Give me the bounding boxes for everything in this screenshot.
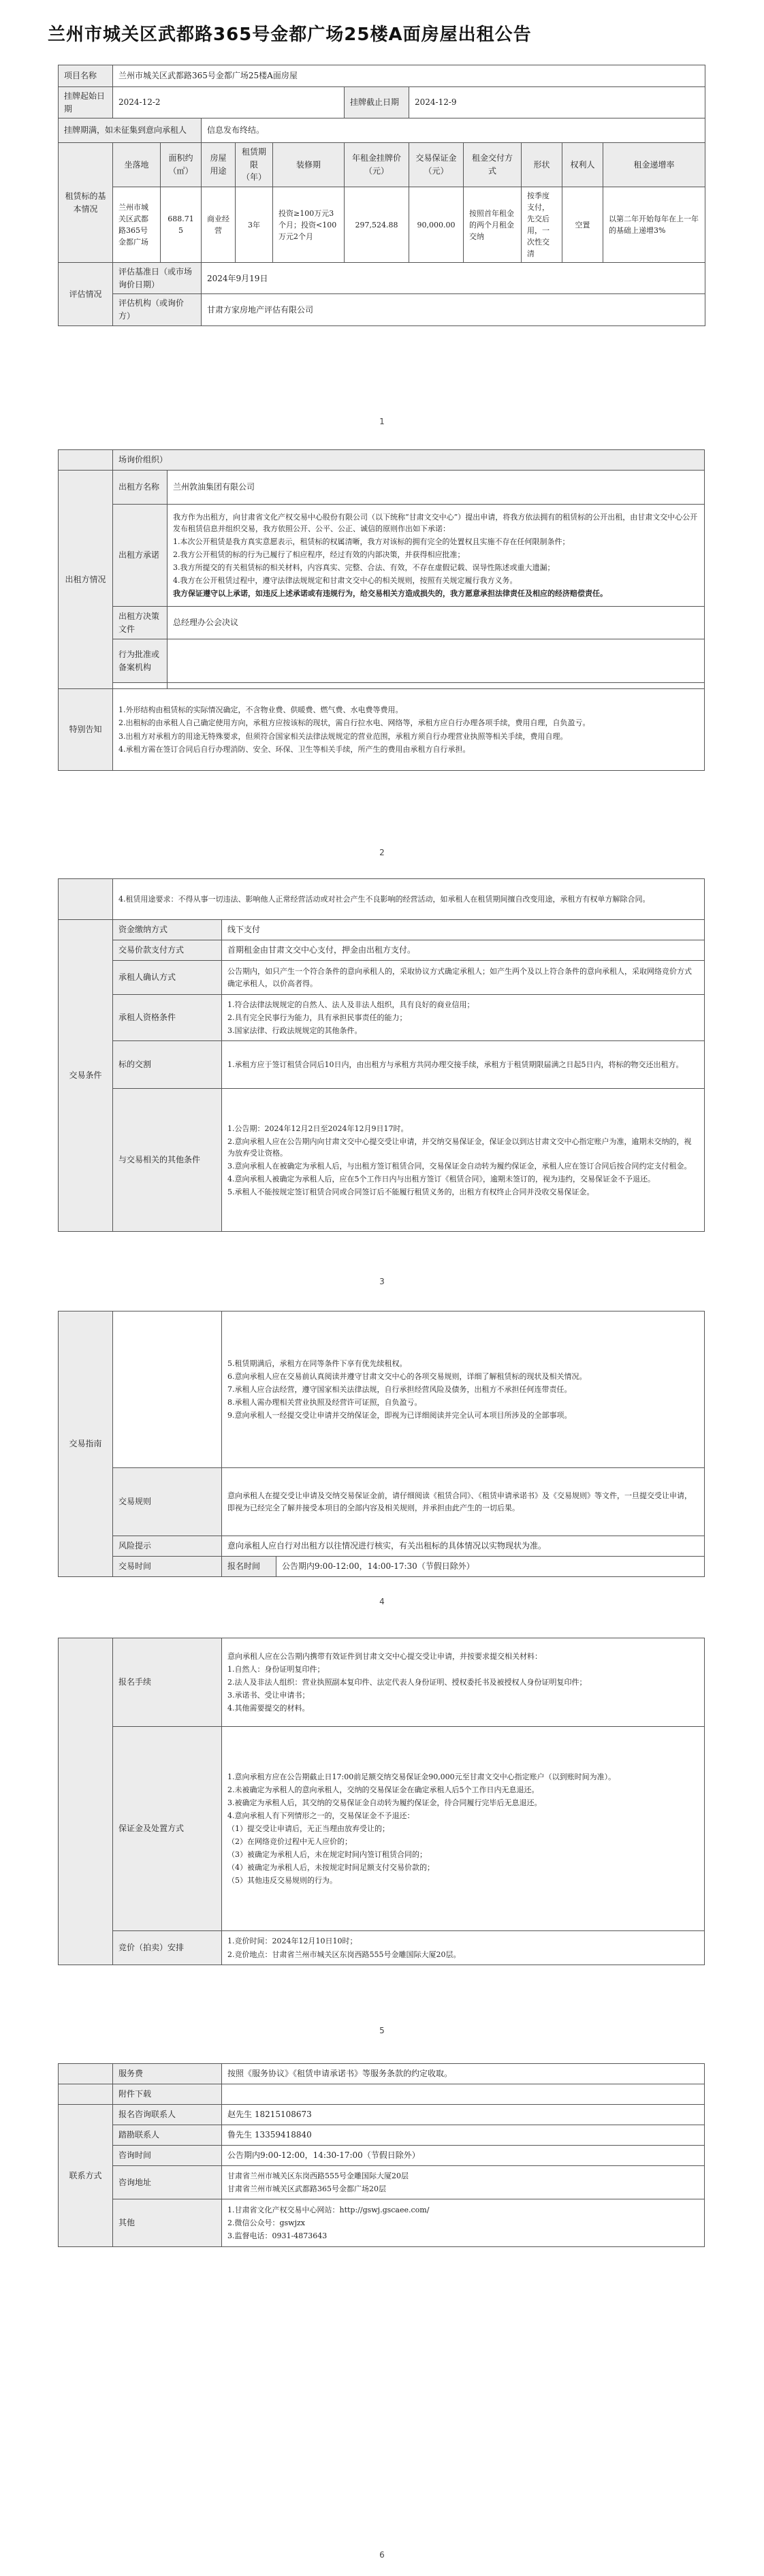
tips: 意向承租人应自行对出租方以往情况进行核实，有关出租标的具体情况以实物现状为准。: [222, 1536, 705, 1557]
basic-label: 租赁标的基本情况: [59, 143, 113, 263]
eval-label: 评估情况: [59, 263, 113, 325]
deliver-label: 标的交割: [113, 1041, 222, 1089]
eval-date: 2024年9月19日: [202, 263, 705, 294]
page-number: 6: [379, 2550, 385, 2560]
r1-label: 报名咨询联系人: [113, 2105, 222, 2125]
qual: 1.符合法律法规规定的自然人、法人及非法人组织，具有良好的商业信用； 2.具有完全民事行为能力，具有承担民事责任的能力； 3.国家法律、行政法规规定的其他条件。: [222, 995, 705, 1041]
r3: 公告期内9:00-12:00，14:30-17:00（节假日除外）: [222, 2146, 705, 2166]
bid: 1.竞价时间：2024年12月10日10时； 2.竞价地点：甘肃省兰州市城关区东岗西路555号金雕国际大厦20层。: [222, 1931, 705, 1965]
eval-method-label: 承租人确认方式: [113, 961, 222, 995]
page-6: [58, 2063, 705, 2247]
cell: 兰州市城关区武都路365号金都广场: [113, 187, 161, 262]
time-label: 交易时间: [113, 1557, 222, 1577]
time-sub: 报名时间: [222, 1557, 276, 1577]
cond-label: 交易条件: [59, 920, 113, 1232]
col-header: 装修期: [273, 143, 345, 187]
svc-label: 服务费: [113, 2064, 222, 2084]
col-header: 租金递增率: [603, 143, 705, 187]
col-header: 形状: [522, 143, 562, 187]
cell: 投资≥100万元3个月；投资<100万元2个月: [273, 187, 345, 262]
deposit-label: 保证金及处置方式: [113, 1727, 222, 1931]
type: 首期租金由甘肃文交中心支付，押金由出租方支付。: [222, 940, 705, 961]
col-header: 坐落地: [113, 143, 161, 187]
approval: [168, 639, 705, 683]
method-label: 场询价组织）: [113, 450, 705, 471]
contact-label: 联系方式: [59, 2105, 113, 2247]
cell: 688.715: [161, 187, 202, 262]
col-header: 租赁期限（年）: [236, 143, 273, 187]
qual-label: 承租人资格条件: [113, 995, 222, 1041]
page-number: 1: [379, 417, 385, 426]
end-date: 2024-12-9: [409, 87, 705, 118]
page-4: [58, 1311, 705, 1577]
r3-label: 咨询时间: [113, 2146, 222, 2166]
deposit: 1.意向承租方应在公告期截止日17:00前足额交纳交易保证金90,000元至甘肃文交中心指定账户（以到账时间为准）。 2.未被确定为承租人的意向承租人，交纳的交易保证金在确定承租人后5个工作日内无息退还。 3.被确定为承租人后，其交纳的交易保证金自动转为履约保证金，待合同履行完毕后无息退还。 4.意向承租人有下列情形之一的，交易保证金不予退还： （1）提交受让申请后，无正当理由放弃受让的； （2）在网络竞价过程中无人应价的； （3）被确定为承租人后，未在规定时间内签订租赁合同的； （4）被确定为承租人后，未按规定时间足额支付交易价款的； （5）其他违反交易规则的行为。: [222, 1727, 705, 1931]
project-name-label: 项目名称: [59, 65, 113, 87]
page-3: [58, 878, 705, 1232]
col-header: 年租金挂牌价（元）: [345, 143, 409, 187]
cell: 空置: [562, 187, 603, 262]
extend-text: 信息发布终结。: [202, 118, 705, 143]
tips-label: 风险提示: [113, 1536, 222, 1557]
rule-label: 交易规则: [113, 1468, 222, 1536]
cell: 商业经营: [202, 187, 236, 262]
col-header: 权利人: [562, 143, 603, 187]
col-header: 面积约（㎡）: [161, 143, 202, 187]
cell: 3年: [236, 187, 273, 262]
bid-label: 竞价（拍卖）安排: [113, 1931, 222, 1965]
page-number: 2: [379, 848, 385, 857]
r1: 赵先生 18215108673: [222, 2105, 705, 2125]
page-1: [58, 65, 705, 326]
decision-label: 出租方决策文件: [113, 607, 168, 639]
r5-label: 其他: [113, 2199, 222, 2247]
page-number: 4: [379, 1597, 385, 1606]
other: 1.公告期：2024年12月2日至2024年12月9日17时。 2.意向承租人应在公告期内向甘肃文交中心提交受让申请，并交纳交易保证金，保证金以到达甘肃文交中心指定账户为准，逾期未交纳的，视为放弃受让资格。 3.意向承租人在被确定为承租人后，与出租方签订租赁合同，交易保证金自动转为履约保证金，承租人应在签订合同后按合同约定支付租金。 4.意向承租人被确定为承租人后，应在5个工作日内与出租方签订《租赁合同》，逾期未签订的，视为违约，交易保证金不予退还。 5.承租人不能按规定签订租赁合同或合同签订后不能履行租赁义务的，出租方有权终止合同并没收交易保证金。: [222, 1089, 705, 1232]
r2-label: 踏勘联系人: [113, 2125, 222, 2146]
use-req: 4.租赁用途要求：不得从事一切违法、影响他人正常经营活动或对社会产生不良影响的经营活动，如承租人在租赁期间擅自改变用途，承租方有权单方解除合同。: [113, 879, 705, 920]
page-number: 3: [379, 1277, 385, 1286]
type-label: 交易价款支付方式: [113, 940, 222, 961]
col-header: 租金交付方式: [464, 143, 522, 187]
page-5: [58, 1638, 705, 1965]
cell: 以第二年开始每年在上一年的基础上递增3%: [603, 187, 705, 262]
other-label: 与交易相关的其他条件: [113, 1089, 222, 1232]
notes: 5.租赁期满后，承租方在同等条件下享有优先续租权。 6.意向承租人应在交易前认真阅读并遵守甘肃文交中心的各项交易规则，详细了解租赁标的现状及相关情况。 7.承租人应合法经营，遵守国家相关法律法规，自行承担经营风险及债务，出租方不承担任何连带责任。 8.承租人需办理相关营业执照及经营许可证照，自负盈亏。 9.意向承租人一经提交受让申请并交纳保证金，即视为已详细阅读并完全认可本项目所涉及的全部事项。: [222, 1311, 705, 1468]
special-text: 1.外形结构由租赁标的实际情况确定，不含物业费、供暖费、燃气费、水电费等费用。 2.出租标的由承租人自己确定使用方向，承租方应按该标的现状，需自行拉水电、网络等，承租方应自行办理各项手续，费用自理，自负盈亏。 3.出租方对承租方的用途无特殊要求，但须符合国家相关法律法规规定的营业范围，承租方须自行办理营业执照等相关手续，费用自理。 4.承租方需在签订合同后自行办理消防、安全、环保、卫生等相关手续，所产生的费用由承租方自行承担。: [113, 689, 705, 771]
commit-text: 我方作为出租方，向甘肃省文化产权交易中心股份有限公司（以下统称“甘肃文交中心”）提出申请，将我方依法拥有的租赁标的公开出租，由甘肃文交中心公开发布租赁信息并组织交易，我方依照公开、公平、公正、诚信的原则作出如下承诺： 1.本次公开租赁是我方真实意愿表示，租赁标的权属清晰，我方对该标的拥有完全的处置权且实施不存在任何限制条件； 2.我方公开租赁的标的行为已履行了相应程序，经过有效的内部决策，并获得相应批准； 3.我方所提交的有关租赁标的相关材料，内容真实、完整、合法、有效，不存在虚假记载、误导性陈述或重大遗漏； 4.我方在公开租赁过程中，遵守法律法规规定和甘肃文交中心的相关规则，按照有关规定履行我方义务。 我方保证遵守以上承诺，如违反上述承诺或有违规行为，给交易相关方造成损失的，我方愿意承担法律责任及相应的经济赔偿责任。: [168, 505, 705, 607]
cell: 90,000.00: [409, 187, 464, 262]
cell: 按季度支付，先交后用，一次性交清: [522, 187, 562, 262]
r2: 鲁先生 13359418840: [222, 2125, 705, 2146]
decision: 总经理办公会决议: [168, 607, 705, 639]
fund: 线下支付: [222, 920, 705, 940]
time: 公告期内9:00-12:00，14:00-17:30（节假日除外）: [276, 1557, 705, 1577]
start-label: 挂牌起始日期: [59, 87, 113, 118]
eval-date-label: 评估基准日（或市场询价日期）: [113, 263, 202, 294]
lessor-label: 出租方情况: [59, 471, 113, 689]
eval-method: 公告期内，如只产生一个符合条件的意向承租人的，采取协议方式确定承租人；如产生两个及以上符合条件的意向承租人，采取网络竞价方式确定承租人，以价高者得。: [222, 961, 705, 995]
project-name: 兰州市城关区武都路365号金都广场25楼A面房屋: [113, 65, 705, 87]
deliver: 1.承租方应于签订租赁合同后10日内，由出租方与承租方共同办理交接手续，承租方于租赁期限届满之日起5日内，将标的物交还出租方。: [222, 1041, 705, 1089]
lessor-name: 兰州敦油集团有限公司: [168, 471, 705, 505]
eval-org-label: 评估机构（或询价方）: [113, 294, 202, 325]
sign: 意向承租人应在公告期内携带有效证件到甘肃文交中心提交受让申请，并按要求提交相关材料： 1.自然人：身份证明复印件； 2.法人及非法人组织：营业执照副本复印件、法定代表人身份证明、授权委托书及被授权人身份证明复印件； 3.承诺书、受让申请书； 4.其他需要提交的材料。: [222, 1638, 705, 1727]
col-header: 交易保证金（元）: [409, 143, 464, 187]
guide-label: 交易指南: [59, 1311, 113, 1577]
cell: 297,524.88: [345, 187, 409, 262]
r4: 甘肃省兰州市城关区东岗西路555号金雕国际大厦20层 甘肃省兰州市城关区武都路365号金都广场20层: [222, 2166, 705, 2199]
page-2: [58, 449, 705, 771]
attach-label[interactable]: 附件下载: [113, 2084, 222, 2105]
r4-label: 咨询地址: [113, 2166, 222, 2199]
end-label: 挂牌截止日期: [345, 87, 409, 118]
cell: 按照首年租金的两个月租金交纳: [464, 187, 522, 262]
name-label: 出租方名称: [113, 471, 168, 505]
approval-label: 行为批准或备案机构: [113, 639, 168, 683]
commit-label: 出租方承诺: [113, 505, 168, 607]
col-header: 房屋用途: [202, 143, 236, 187]
extend-label: 挂牌期满，如未征集到意向承租人: [59, 118, 202, 143]
rule: 意向承租人在提交受让申请及交纳交易保证金前，请仔细阅读《租赁合同》、《租赁申请承诺书》及《交易规则》等文件，一旦提交受让申请，即视为已经完全了解并接受本项目的全部内容及相关规则，并承担由此产生的一切后果。: [222, 1468, 705, 1536]
special-label: 特别告知: [59, 689, 113, 771]
r5: 1.甘肃省文化产权交易中心网站：http://gswj.gscaee.com/ 2.微信公众号：gswjzx 3.监督电话：0931-4873643: [222, 2199, 705, 2247]
svc: 按照《服务协议》《租赁申请承诺书》等服务条款的约定收取。: [222, 2064, 705, 2084]
page-title: 兰州市城关区武都路365号金都广场25楼A面房屋出租公告: [48, 25, 532, 45]
page-number: 5: [379, 2026, 385, 2035]
eval-org: 甘肃方家房地产评估有限公司: [202, 294, 705, 325]
sign-label: 报名手续: [113, 1638, 222, 1727]
start-date: 2024-12-2: [113, 87, 345, 118]
fund-label: 资金缴纳方式: [113, 920, 222, 940]
